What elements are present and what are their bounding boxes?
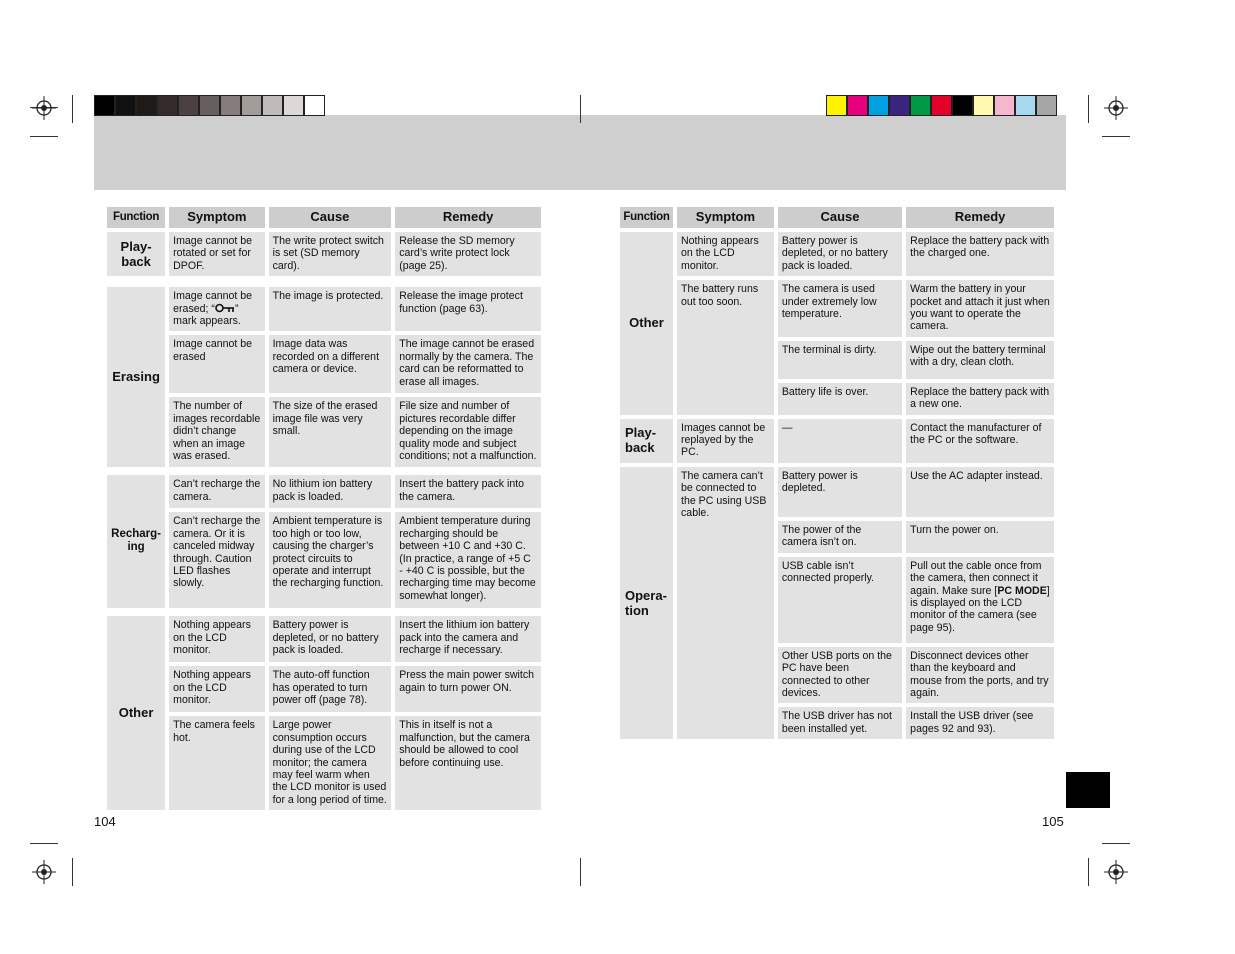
symptom-cell: Image cannot be erased bbox=[169, 335, 264, 393]
color-swatch bbox=[1015, 95, 1036, 116]
function-recharging: Recharg- ing bbox=[107, 475, 165, 608]
cause-cell: The camera is used under extremely low temperature. bbox=[778, 280, 902, 337]
color-swatch bbox=[304, 95, 325, 116]
remedy-cell: Use the AC adapter instead. bbox=[906, 467, 1054, 517]
cause-cell: Battery power is depleted, or no battery pack is loaded. bbox=[269, 616, 392, 662]
header-gray-band bbox=[94, 115, 1066, 190]
crop-mark bbox=[72, 95, 73, 123]
table-row bbox=[107, 616, 541, 662]
header-remedy: Remedy bbox=[906, 207, 1054, 228]
cause-cell: The size of the erased image file was very small. bbox=[269, 397, 392, 467]
cause-cell: The auto-off function has operated to turn power off (page 78). bbox=[269, 666, 392, 712]
symptom-cell: Image cannot be rotated or set for DPOF. bbox=[169, 232, 264, 276]
crop-mark bbox=[580, 95, 581, 123]
symptom-cell: Nothing appears on the LCD monitor. bbox=[677, 232, 774, 276]
color-swatch bbox=[178, 95, 199, 116]
remedy-cell bbox=[906, 557, 1054, 643]
crop-mark bbox=[1088, 858, 1089, 886]
table-row bbox=[107, 335, 541, 393]
table-row bbox=[620, 419, 1054, 463]
color-swatch bbox=[94, 95, 115, 116]
header-cause: Cause bbox=[778, 207, 902, 228]
color-swatch bbox=[973, 95, 994, 116]
function-erasing: Erasing bbox=[107, 287, 165, 467]
function-other: Other bbox=[620, 232, 673, 415]
remedy-text: Pull out the cable once from the camera, then connect it again. Make sure [ bbox=[910, 559, 1042, 597]
color-swatch bbox=[994, 95, 1015, 116]
crop-mark bbox=[30, 136, 58, 137]
color-swatch bbox=[199, 95, 220, 116]
cause-cell: Ambient temperature is too high or too low, causing the charger’s protect circuits to operate and interrupt the recharging function. bbox=[269, 512, 392, 608]
cause-cell: Battery life is over. bbox=[778, 383, 902, 415]
header-cause: Cause bbox=[269, 207, 392, 228]
troubleshooting-table-right bbox=[616, 203, 1058, 743]
cause-cell: — bbox=[778, 419, 902, 463]
color-swatch bbox=[262, 95, 283, 116]
remedy-cell: Ambient temperature during recharging should be between +10 C and +30 C. (In practice, a range of +5 C - +40 C is possible, but the recharging time may become somewhat longer). bbox=[395, 512, 541, 608]
color-swatch bbox=[931, 95, 952, 116]
symptom-cell: Can’t recharge the camera. Or it is canceled midway through. Caution LED flashes slowly. bbox=[169, 512, 264, 608]
remedy-cell: Install the USB driver (see pages 92 and 93). bbox=[906, 707, 1054, 739]
color-swatch bbox=[1036, 95, 1057, 116]
cause-cell: The power of the camera isn’t on. bbox=[778, 521, 902, 553]
cause-cell: The write protect switch is set (SD memory card). bbox=[269, 232, 392, 276]
symptom-cell bbox=[169, 287, 264, 331]
header-function: Function bbox=[620, 207, 673, 228]
remedy-cell: Contact the manufacturer of the PC or the software. bbox=[906, 419, 1054, 463]
crop-mark bbox=[1102, 843, 1130, 844]
color-calibration-bar bbox=[826, 95, 1057, 116]
troubleshooting-table-left bbox=[103, 203, 545, 814]
cause-cell: USB cable isn’t connected properly. bbox=[778, 557, 902, 643]
crop-mark bbox=[30, 843, 58, 844]
table-row bbox=[107, 397, 541, 467]
remedy-cell: This in itself is not a malfunction, but the camera should be allowed to cool before continuing use. bbox=[395, 716, 541, 810]
color-swatch bbox=[868, 95, 889, 116]
symptom-cell: The number of images recordable didn’t change when an image was erased. bbox=[169, 397, 264, 467]
color-swatch bbox=[220, 95, 241, 116]
symptom-cell: The camera can’t be connected to the PC using USB cable. bbox=[677, 467, 774, 739]
color-swatch bbox=[952, 95, 973, 116]
function-operation: Opera- tion bbox=[620, 467, 673, 739]
symptom-cell: Images cannot be replayed by the PC. bbox=[677, 419, 774, 463]
remedy-cell: Warm the battery in your pocket and attach it just when you want to operate the camera. bbox=[906, 280, 1054, 337]
remedy-cell: Turn the power on. bbox=[906, 521, 1054, 553]
crop-mark bbox=[580, 858, 581, 886]
table-row bbox=[620, 467, 1054, 517]
table-row bbox=[107, 716, 541, 810]
remedy-cell: Wipe out the battery terminal with a dry, clean cloth. bbox=[906, 341, 1054, 379]
cause-cell: Image data was recorded on a different camera or device. bbox=[269, 335, 392, 393]
header-symptom: Symptom bbox=[169, 207, 264, 228]
table-row bbox=[107, 232, 541, 276]
color-swatch bbox=[157, 95, 178, 116]
table-row bbox=[107, 666, 541, 712]
symptom-cell: Nothing appears on the LCD monitor. bbox=[169, 666, 264, 712]
table-row bbox=[620, 280, 1054, 337]
table-row bbox=[107, 512, 541, 608]
symptom-cell: Can’t recharge the camera. bbox=[169, 475, 264, 508]
table-header-row bbox=[620, 207, 1054, 228]
remedy-text: ] is displayed on the LCD monitor of the camera (see page 95). bbox=[910, 584, 1050, 634]
cause-cell: The USB driver has not been installed yet. bbox=[778, 707, 902, 739]
table-row bbox=[107, 475, 541, 508]
crop-mark bbox=[1088, 95, 1089, 123]
remedy-cell: Insert the battery pack into the camera. bbox=[395, 475, 541, 508]
pc-mode-label: PC MODE bbox=[997, 584, 1047, 597]
cause-cell: The image is protected. bbox=[269, 287, 392, 331]
cause-cell: Battery power is depleted. bbox=[778, 467, 902, 517]
cause-cell: The terminal is dirty. bbox=[778, 341, 902, 379]
remedy-cell: Press the main power switch again to turn power ON. bbox=[395, 666, 541, 712]
table-row bbox=[107, 287, 541, 331]
color-swatch bbox=[283, 95, 304, 116]
table-header-row bbox=[107, 207, 541, 228]
remedy-cell: Insert the lithium ion battery pack into the camera and recharge if necessary. bbox=[395, 616, 541, 662]
symptom-cell: The battery runs out too soon. bbox=[677, 280, 774, 414]
crop-mark bbox=[1102, 136, 1130, 137]
registration-target-icon bbox=[32, 860, 56, 884]
cause-cell: Other USB ports on the PC have been connected to other devices. bbox=[778, 647, 902, 704]
registration-target-icon bbox=[1104, 96, 1128, 120]
color-swatch bbox=[241, 95, 262, 116]
table-row bbox=[620, 232, 1054, 276]
remedy-cell: File size and number of pictures recordable differ depending on the image quality mode and subject conditions; not a malfunction. bbox=[395, 397, 541, 467]
function-playback: Play- back bbox=[620, 419, 673, 463]
color-swatch bbox=[910, 95, 931, 116]
remedy-cell: Replace the battery pack with the charged one. bbox=[906, 232, 1054, 276]
symptom-cell: Nothing appears on the LCD monitor. bbox=[169, 616, 264, 662]
function-playback: Play- back bbox=[107, 232, 165, 276]
crop-mark bbox=[72, 858, 73, 886]
color-swatch bbox=[136, 95, 157, 116]
chapter-edge-tab bbox=[1066, 772, 1110, 808]
registration-target-icon bbox=[32, 96, 56, 120]
header-function: Function bbox=[107, 207, 165, 228]
function-other: Other bbox=[107, 616, 165, 810]
remedy-cell: Replace the battery pack with a new one. bbox=[906, 383, 1054, 415]
page-number-right: 105 bbox=[1042, 814, 1064, 829]
protect-key-icon bbox=[215, 303, 235, 313]
symptom-text: Image cannot be erased; “ bbox=[173, 290, 253, 315]
cause-cell: Battery power is depleted, or no battery pack is loaded. bbox=[778, 232, 902, 276]
remedy-cell: Release the image protect function (page 63). bbox=[395, 287, 541, 331]
color-swatch bbox=[115, 95, 136, 116]
remedy-cell: Release the SD memory card’s write protect lock (page 25). bbox=[395, 232, 541, 276]
symptom-text: ” mark appears. bbox=[173, 302, 241, 328]
header-remedy: Remedy bbox=[395, 207, 541, 228]
color-swatch bbox=[847, 95, 868, 116]
cause-cell: Large power consumption occurs during use of the LCD monitor; the camera may feel warm when the LCD monitor is used for a long period of time. bbox=[269, 716, 392, 810]
grayscale-calibration-bar bbox=[94, 95, 325, 116]
cause-cell: No lithium ion battery pack is loaded. bbox=[269, 475, 392, 508]
page-number-left: 104 bbox=[94, 814, 116, 829]
remedy-cell: Disconnect devices other than the keyboard and mouse from the ports, and try again. bbox=[906, 647, 1054, 704]
registration-target-icon bbox=[1104, 860, 1128, 884]
symptom-cell: The camera feels hot. bbox=[169, 716, 264, 810]
color-swatch bbox=[889, 95, 910, 116]
remedy-cell: The image cannot be erased normally by the camera. The card can be reformatted to erase all images. bbox=[395, 335, 541, 393]
header-symptom: Symptom bbox=[677, 207, 774, 228]
color-swatch bbox=[826, 95, 847, 116]
